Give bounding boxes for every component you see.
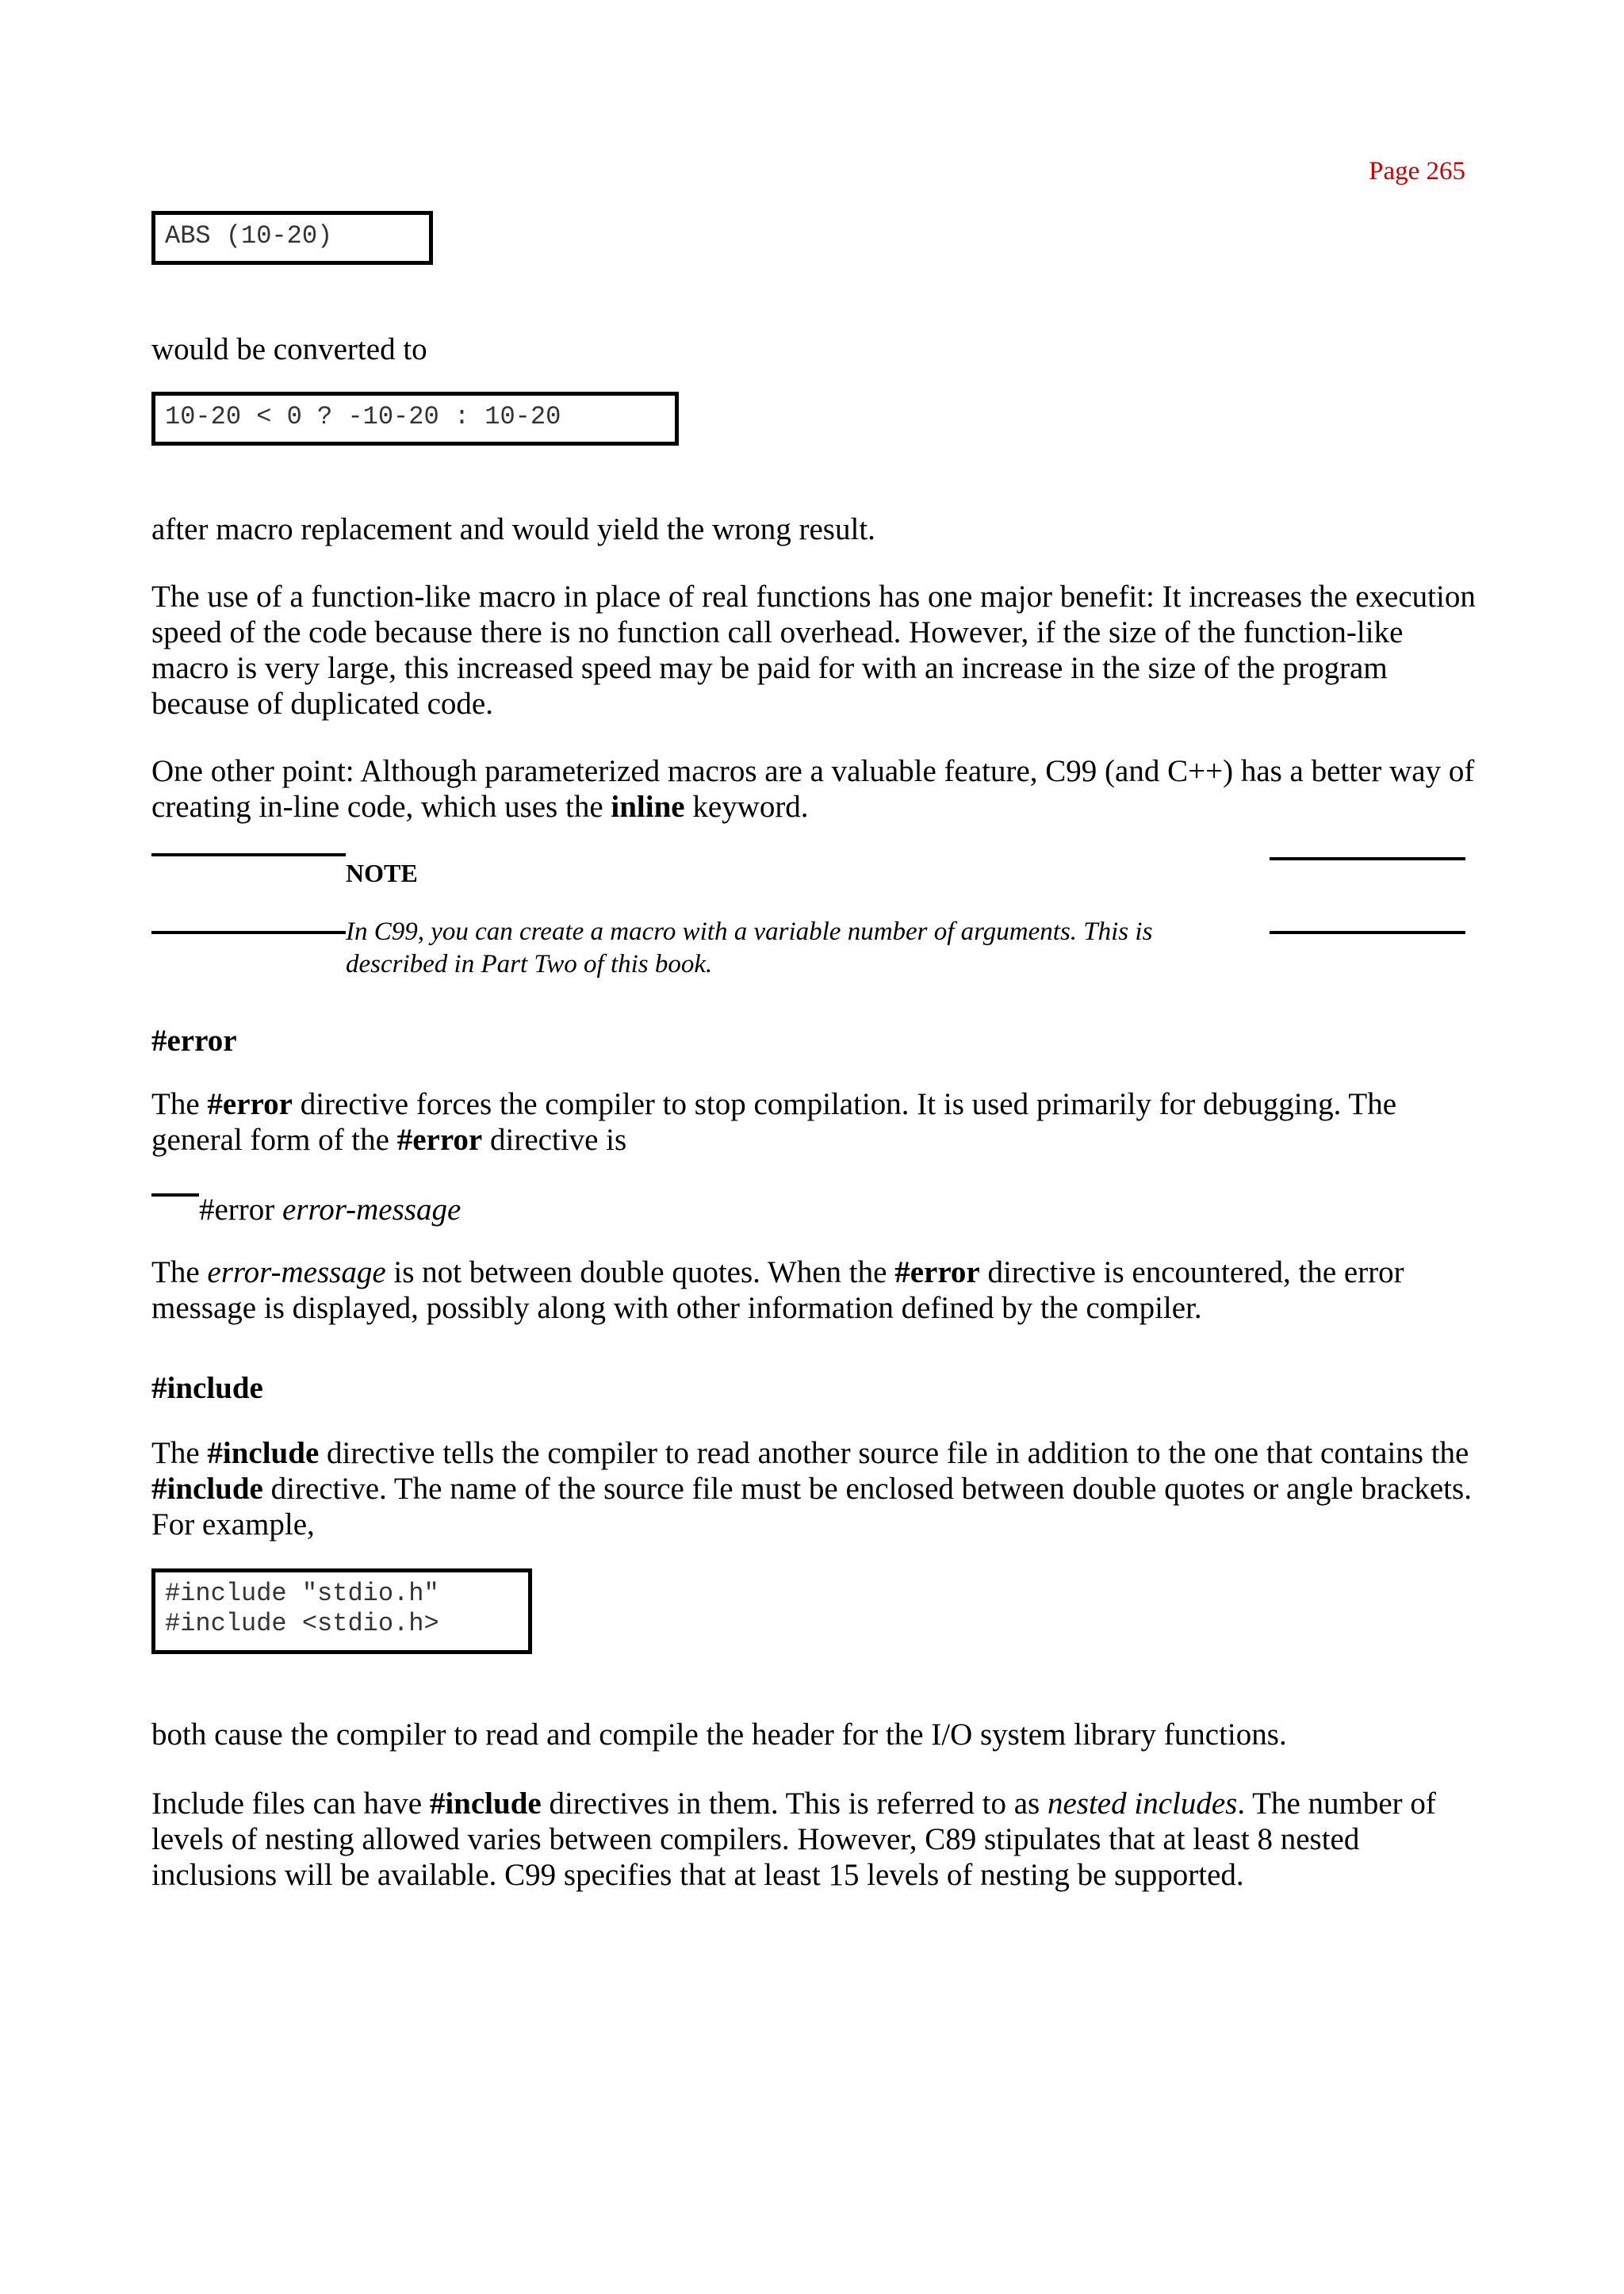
term-error-message: error-message bbox=[207, 1255, 386, 1289]
paragraph-after: after macro replacement and would yield the wrong result. bbox=[151, 512, 875, 546]
note-title: NOTE bbox=[346, 859, 418, 887]
page-number: Page 265 bbox=[1369, 157, 1465, 186]
note-rule-right-bottom bbox=[1270, 931, 1465, 934]
note-rule-left-top bbox=[151, 853, 346, 856]
code-block-abs-call: ABS (10-20) bbox=[151, 211, 433, 265]
text-segment: is not between double quotes. When the bbox=[385, 1255, 895, 1289]
note-text: In C99, you can create a macro with a variable number of arguments. This is described in Part Two of this book. bbox=[346, 917, 1153, 978]
keyword-error: #error bbox=[396, 1123, 483, 1157]
text-segment: directives in them. This is referred to as bbox=[541, 1787, 1048, 1821]
heading-include: #include bbox=[151, 1371, 263, 1405]
text-segment: directive. The name of the source file must be enclosed between double quotes or angle brackets. For example, bbox=[151, 1472, 1472, 1541]
keyword-inline: inline bbox=[611, 790, 685, 824]
paragraph-benefit: The use of a function-like macro in place of real functions has one major benefit: It increases the execution speed of the code because there is no function call overhead. However, if the size of the function-like macro is very large, this increased speed may be paid for with an increase in the size of the program because of duplicated code. bbox=[151, 580, 1476, 721]
text-segment: The bbox=[151, 1436, 208, 1470]
note-rule-left-bottom bbox=[151, 931, 346, 934]
keyword-include: #include bbox=[151, 1472, 263, 1506]
note-rule-right-top bbox=[1270, 857, 1465, 860]
paragraph-both: both cause the compiler to read and compile the header for the I/O system library functions. bbox=[151, 1718, 1287, 1752]
text-segment: directive forces the compiler to stop compilation. It is used primarily for debugging. The general form of the bbox=[151, 1087, 1397, 1157]
keyword-error: #error bbox=[207, 1087, 293, 1121]
paragraph-inline bbox=[151, 753, 1476, 825]
text-segment: keyword. bbox=[684, 790, 809, 824]
paragraph-error-detail bbox=[151, 1254, 1476, 1326]
keyword-include: #include bbox=[207, 1436, 320, 1470]
text-segment: . The number of levels of nesting allowed varies between compilers. However, C89 stipulates that at least 8 nested inclusions will be available. C99 specifies that at least 15 levels of nesting be supported. bbox=[151, 1787, 1436, 1892]
text-segment: The bbox=[151, 1087, 208, 1121]
text-segment: The bbox=[151, 1255, 208, 1289]
keyword-error: #error bbox=[894, 1255, 980, 1289]
text-segment: One other point: Although parameterized macros are a valuable feature, C99 (and C++) has a better way of creating in-line code, which uses the bbox=[151, 754, 1475, 824]
paragraph-include-intro bbox=[151, 1435, 1476, 1542]
code-line: #include "stdio.h" bbox=[165, 1579, 439, 1608]
text-segment: directive tells the compiler to read another source file in addition to the one that contains the bbox=[319, 1436, 1469, 1470]
paragraph-nested bbox=[151, 1786, 1476, 1893]
text-segment: directive is bbox=[482, 1123, 627, 1157]
syntax-directive: #error bbox=[199, 1193, 275, 1227]
paragraph-error-intro bbox=[151, 1086, 1476, 1158]
syntax-error-form bbox=[199, 1192, 461, 1227]
code-line: #include <stdio.h> bbox=[165, 1609, 439, 1638]
heading-error: #error bbox=[151, 1024, 237, 1058]
syntax-argument: error-message bbox=[282, 1193, 462, 1227]
code-block-include-examples bbox=[151, 1568, 532, 1654]
text-segment: Include files can have bbox=[151, 1787, 430, 1821]
text-segment: directive is encountered, the error message is displayed, possibly along with other information defined by the compiler. bbox=[151, 1255, 1404, 1325]
syntax-marker bbox=[151, 1193, 199, 1197]
paragraph-converted: would be converted to bbox=[151, 332, 427, 366]
code-block-expansion: 10-20 < 0 ? -10-20 : 10-20 bbox=[151, 392, 679, 446]
keyword-include: #include bbox=[429, 1787, 542, 1821]
term-nested-includes: nested includes bbox=[1047, 1787, 1238, 1821]
